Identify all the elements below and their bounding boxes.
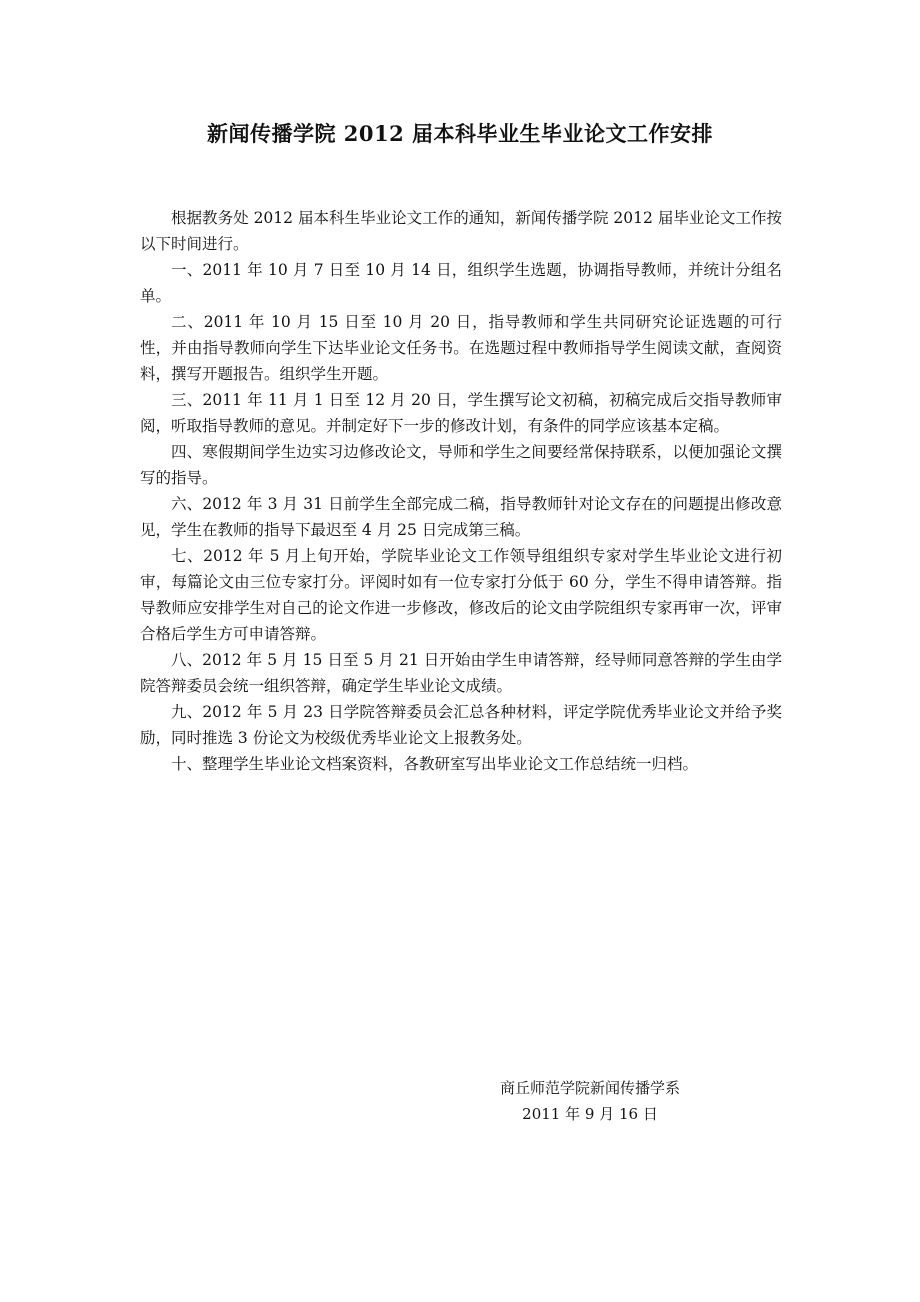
paragraph-item-4: 四、寒假期间学生边实习边修改论文，导师和学生之间要经常保持联系，以便加强论文撰写的指导。 (140, 443, 782, 487)
paragraph-intro: 根据教务处 2012 届本科生毕业论文工作的通知，新闻传播学院 2012 届毕业论文工作按以下时间进行。 (140, 209, 782, 253)
paragraph-item-2: 二、2011 年 10 月 15 日至 10 月 20 日，指导教师和学生共同研究论证选题的可行性，并由指导教师向学生下达毕业论文任务书。在选题过程中教师指导学生阅读文献，查阅资料，撰写开题报告。组织学生开题。 (140, 313, 782, 383)
signature-block (480, 1075, 700, 1127)
paragraph-item-10: 十、整理学生毕业论文档案资料，各教研室写出毕业论文工作总结统一归档。 (171, 755, 699, 773)
signature-date: 2011 年 9 月 16 日 (522, 1105, 658, 1123)
paragraph-item-1: 一、2011 年 10 月 7 日至 10 月 14 日，组织学生选题，协调指导教师，并统计分组名单。 (140, 261, 782, 305)
paragraph-item-7: 七、2012 年 5 月上旬开始，学院毕业论文工作领导组组织专家对学生毕业论文进行初审，每篇论文由三位专家打分。评阅时如有一位专家打分低于 60 分，学生不得申请答辩。指导教师应安排学生对自己的论文作进一步修改，修改后的论文由学院组织专家再审一次，评审合格后学生方可申请答辩。 (140, 547, 782, 643)
document-title: 新闻传播学院 2012 届本科毕业生毕业论文工作安排 (206, 121, 714, 146)
document-body (140, 205, 782, 777)
paragraph-item-8: 八、2012 年 5 月 15 日至 5 月 21 日开始由学生申请答辩，经导师同意答辩的学生由学院答辩委员会统一组织答辩，确定学生毕业论文成绩。 (140, 651, 782, 695)
paragraph-item-9: 九、2012 年 5 月 23 日学院答辩委员会汇总各种材料，评定学院优秀毕业论文并给予奖励，同时推选 3 份论文为校级优秀毕业论文上报教务处。 (140, 703, 782, 747)
paragraph-item-6: 六、2012 年 3 月 31 日前学生全部完成二稿，指导教师针对论文存在的问题提出修改意见，学生在教师的指导下最迟至 4 月 25 日完成第三稿。 (140, 495, 782, 539)
paragraph-item-3: 三、2011 年 11 月 1 日至 12 月 20 日，学生撰写论文初稿，初稿完成后交指导教师审阅，听取指导教师的意见。并制定好下一步的修改计划，有条件的同学应该基本定稿。 (140, 391, 782, 435)
signature-organization: 商丘师范学院新闻传播学系 (499, 1079, 680, 1097)
